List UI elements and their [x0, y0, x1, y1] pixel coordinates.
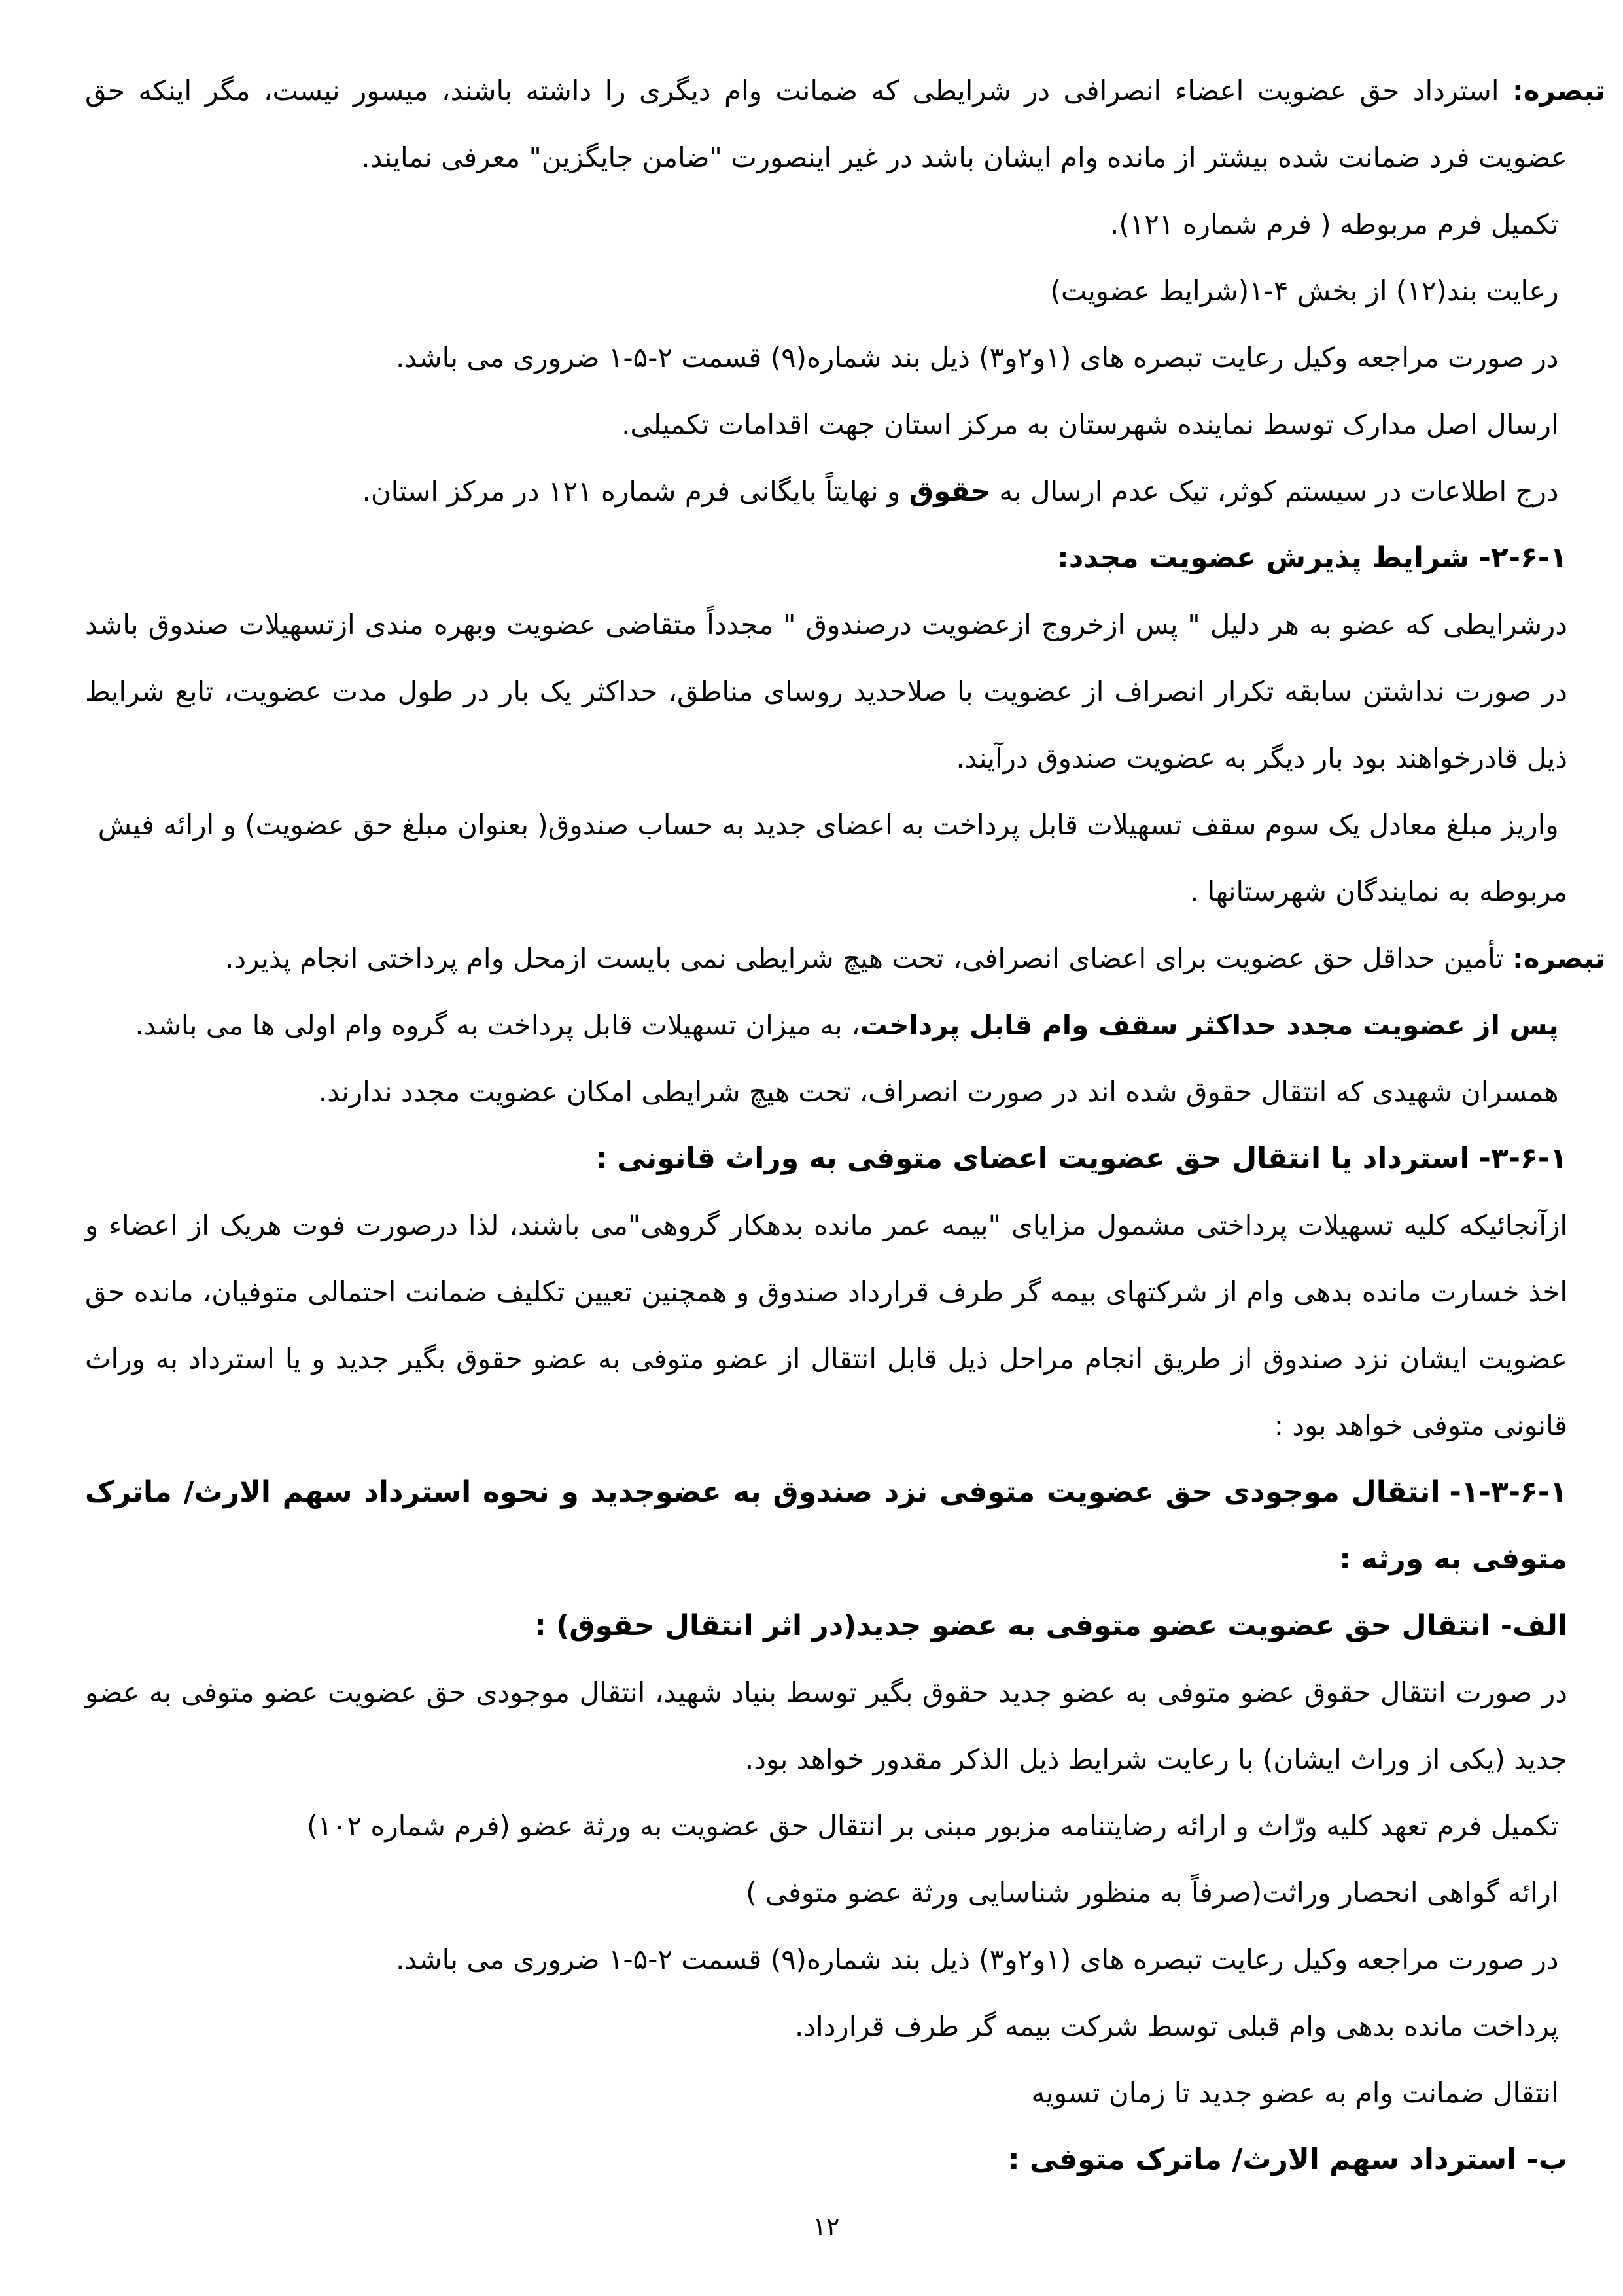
heading-1-6-3-1: [85, 1459, 1567, 1593]
item-text: تکمیل فرم مربوطه ( فرم شماره ۱۲۱).: [1109, 208, 1559, 240]
note-tabsereh-minimum: [85, 925, 1605, 992]
note-text: تأمین حداقل حق عضویت برای اعضای انصرافی، تحت هیچ شرایطی نمی بایست ازمحل وام پرداختی انجام پذیرد.: [225, 942, 1504, 974]
item-text: ارسال اصل مدارک توسط نماینده شهرستان به مرکز استان جهت اقدامات تکمیلی.: [621, 408, 1559, 440]
section-title: استرداد یا انتقال حق عضویت اعضای متوفی به وراث قانونی :: [595, 1142, 1470, 1175]
list-item: [85, 2060, 1567, 2127]
item-number: [1567, 1926, 1623, 1993]
item-text: و نهایتاً بایگانی فرم شماره ۱۲۱ در مرکز استان.: [362, 475, 909, 507]
list-item: [85, 191, 1567, 258]
item-text: واریز مبلغ معادل یک سوم سقف تسهیلات قابل پرداخت به اعضای جدید به حساب صندوق( بعنوان مبلغ حق عضویت) و ارائه فیش مربوطه به نمایندگان شهرستانها .: [97, 809, 1567, 908]
section-number: ۱-۶-۳-۱-: [1449, 1475, 1567, 1509]
item-text: ارائه گواهی انحصار وراثت(صرفاً به منظور شناسایی ورثة عضو متوفی ): [746, 1877, 1559, 1909]
item-text: انتقال ضمانت وام به عضو جدید تا زمان تسویه: [1031, 2077, 1559, 2109]
list-item: [85, 391, 1567, 458]
item-number: [1567, 1993, 1623, 2060]
note-tabsereh-refund: [85, 58, 1605, 191]
list-item: [85, 1860, 1567, 1926]
item-text: تکمیل فرم تعهد کلیه ورّاث و ارائه رضایتنامه مزبور مبنی بر انتقال حق عضویت به ورثة عضو (فرم شماره ۱۰۲): [306, 1810, 1559, 1842]
subheading-be: ب- استرداد سهم الارث/ ماترک متوفی :: [1007, 2143, 1567, 2176]
paragraph-deceased-transfer: ازآنجائیکه کلیه تسهیلات پرداختی مشمول مزایای "بیمه عمر مانده بدهکار گروهی"می باشند، لذا درصورت فوت هریک از اعضاء و اخذ خسارت مانده بدهی وام از شرکتهای بیمه گر طرف قرارداد صندوق و همچنین تعیین تکلیف ضمانت احتمالی متوفیان، مانده حق عضویت ایشان نزد صندوق از طریق انجام مراحل ذیل قابل انتقال از عضو متوفی به عضو حقوق بگیر جدید و یا استرداد به وراث قانونی متوفی خواهد بود :: [85, 1209, 1567, 1441]
item-text: ، به میزان تسهیلات قابل پرداخت به گروه وام اولی ها می باشد.: [135, 1009, 860, 1041]
item-text: در صورت مراجعه وکیل رعایت تبصره های (۱و۲و۳) ذیل بند شماره(۹) قسمت ۲-۵-۱ ضروری می باشد.: [396, 1943, 1559, 1975]
list-item: [85, 1993, 1567, 2060]
heading-1-6-3: [85, 1125, 1567, 1192]
subheading-alef: الف- انتقال حق عضویت عضو متوفی به عضو جدید(در اثر انتقال حقوق) :: [534, 1609, 1567, 1642]
heading-1-6-2: [85, 525, 1567, 592]
item-number: [1567, 792, 1623, 858]
list-item: [85, 992, 1567, 1059]
item-number: [1567, 391, 1623, 458]
item-number: [1567, 1860, 1623, 1926]
bullet-item: [85, 1059, 1567, 1125]
paragraph-readmission: درشرایطی که عضو به هر دلیل " پس ازخروج ازعضویت درصندوق " مجدداً متقاضی عضویت وبهره مندی ازتسهیلات صندوق باشد در صورت نداشتن سابقه تکرار انصراف از عضویت با صلاحدید روسای مناطق، حداکثر یک بار در طول مدت عضویت، تابع شرایط ذیل قادرخواهند بود بار دیگر به عضویت صندوق درآیند.: [85, 609, 1567, 774]
note-label: تبصره:: [1512, 75, 1605, 107]
item-text: درج اطلاعات در سیستم کوثر، تیک عدم ارسال به: [990, 475, 1559, 507]
list-item: [85, 258, 1567, 325]
section-title: شرایط پذیرش عضویت مجدد:: [1057, 541, 1470, 574]
item-number: [1567, 258, 1623, 325]
paragraph-transfer-conditions: در صورت انتقال حقوق عضو متوفی به عضو جدید حقوق بگیر توسط بنیاد شهید، انتقال موجودی حق عضویت عضو متوفی به عضو جدید (یکی از وراث ایشان) با رعایت شرایط ذیل الذکر مقدور خواهد بود.: [85, 1676, 1567, 1775]
item-number: [1567, 1793, 1623, 1860]
item-number: [1567, 191, 1623, 258]
note-label: تبصره:: [1512, 942, 1605, 974]
list-item: [85, 325, 1567, 391]
item-number: [1567, 992, 1623, 1059]
section-title: انتقال موجودی حق عضویت متوفی نزد صندوق به عضوجدید و نحوه استرداد سهم الارث/ ماترک متوفی به ورثه :: [85, 1475, 1567, 1576]
list-item: [85, 1793, 1567, 1860]
section-number: ۱-۶-۳-: [1478, 1142, 1567, 1175]
page-number: ۱۲: [812, 2212, 840, 2241]
list-item: [85, 1926, 1567, 1993]
item-number: [1567, 325, 1623, 391]
item-number: [1567, 458, 1623, 525]
item-number: [1567, 2060, 1623, 2127]
item-text: رعایت بند(۱۲) از بخش ۴-۱(شرایط عضویت): [1050, 275, 1559, 307]
page-content: [85, 0, 1605, 2260]
bullet-text: همسران شهیدی که انتقال حقوق شده اند در صورت انصراف، تحت هیچ شرایطی امکان عضویت مجدد ندارند.: [318, 1076, 1559, 1108]
note-text: استرداد حق عضویت اعضاء انصرافی در شرایطی که ضمانت وام دیگری را داشته باشند، میسور نیست، مگر اینکه حق عضویت فرد ضمانت شده بیشتر از مانده وام ایشان باشد در غیر اینصورت "ضامن جایگزین" معرفی نمایند.: [85, 75, 1567, 173]
section-number: ۱-۶-۲-: [1478, 541, 1567, 574]
list-item: [85, 792, 1567, 925]
list-item: [85, 458, 1567, 525]
item-text: در صورت مراجعه وکیل رعایت تبصره های (۱و۲و۳) ذیل بند شماره(۹) قسمت ۲-۵-۱ ضروری می باشد.: [396, 342, 1559, 374]
bullet-marker: [1567, 1059, 1623, 1125]
item-text-bold: پس از عضویت مجدد حداکثر سقف وام قابل پرداخت: [860, 1009, 1559, 1041]
item-text-bold: حقوق: [909, 475, 991, 507]
item-text: پرداخت مانده بدهی وام قبلی توسط شرکت بیمه گر طرف قرارداد.: [795, 2010, 1559, 2042]
